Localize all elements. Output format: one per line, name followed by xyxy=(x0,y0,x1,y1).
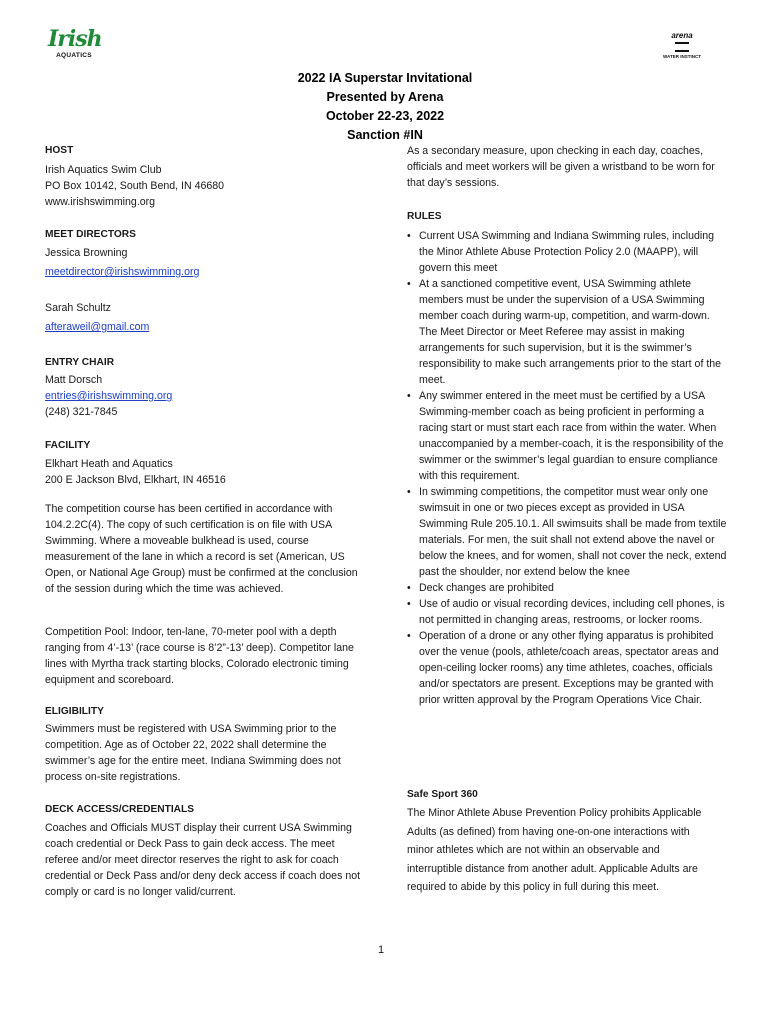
wristband-text: As a secondary measure, upon checking in each day, coaches, officials and meet workers will be given a wristband to be worn for that day’s sessions. xyxy=(407,145,715,189)
entry-chair-heading: ENTRY CHAIR xyxy=(45,357,115,368)
facility-address: 200 E Jackson Blvd, Elkhart, IN 46516 xyxy=(45,474,226,486)
facility-certification: The competition course has been certified in accordance with 104.2.2C(4). The copy of such certification is on file with USA Swimming. Where a moveable bulkhead is used, course measurement of the lane in which a record is set (American, US Open, or National Age Group) must be confirmed at the conclusion of the session during which the time was achieved. xyxy=(45,503,358,595)
facility-pool: Competition Pool: Indoor, ten-lane, 70-meter pool with a depth ranging from 4’-13’ (race course is 8’2”-13’ deep). Competitor lane lines with Myrtha track starting blocks, Colorado electronic timing equipment and scoreboard. xyxy=(45,626,354,686)
entry-chair-email[interactable]: entries@irishswimming.org xyxy=(45,390,173,402)
presented-by: Presented by Arena xyxy=(326,90,444,104)
rule-item: • Any swimmer entered in the meet must be certified by a USA Swimming-member coach as being proficient in performing a racing start or must start each race from within the water. When unaccompanied by a member-coach, it is the responsibility of the swimmer or the swimmer’s legal guardian to ensure compliance with this requirement. xyxy=(407,388,727,484)
entry-chair-name: Matt Dorsch xyxy=(45,374,103,386)
safe-sport-text: The Minor Athlete Abuse Prevention Policy prohibits Applicable Adults (as defined) from having one-on-one interactions with minor athletes which are not within an observable and interruptible distance from another adult. Applicable Adults are required to abide by this policy in full during this meet. xyxy=(407,807,702,894)
host-club: Irish Aquatics Swim Club xyxy=(45,164,162,176)
document-title: 2022 IA Superstar Invitational xyxy=(297,71,473,85)
page-number: 1 xyxy=(378,944,385,956)
deck-access-heading: DECK ACCESS/CREDENTIALS xyxy=(45,804,195,815)
meet-directors-heading: MEET DIRECTORS xyxy=(45,229,136,240)
eligibility-text: Swimmers must be registered with USA Swimming prior to the competition. Age as of October 22, 2022 shall determine the swimmer’s age for the entire meet. Indiana Swimming does not process on-site registrations. xyxy=(45,723,341,783)
arena-logo xyxy=(663,31,701,59)
entry-chair-phone: (248) 321-7845 xyxy=(45,406,118,418)
safe-sport-heading: Safe Sport 360 xyxy=(407,789,478,800)
director-name-1: Jessica Browning xyxy=(45,247,128,259)
rule-item: • Use of audio or visual recording devices, including cell phones, is not permitted in changing areas, restrooms, or locker rooms. xyxy=(407,596,727,628)
arena-mark: arena xyxy=(671,31,693,40)
arena-sub: WATER INSTINCT xyxy=(663,54,701,59)
rule-item: • Operation of a drone or any other flying apparatus is prohibited over the venue (pools, athlete/coach areas, spectator areas and open-ceiling locker rooms) any time athletes, coaches, officials and/or spectators are present. Exceptions may be granted with prior written approval by the Program Operations Vice Chair. xyxy=(407,628,727,708)
logo-script: Irish xyxy=(48,26,102,52)
deck-access-text: Coaches and Officials MUST display their current USA Swimming coach credential or Deck Pass to gain deck access. The meet referee and/or meet director reserves the right to ask for coach credential or Deck Pass and/or deny deck access if coach does not comply or card is no longer valid/current. xyxy=(45,822,361,898)
director-name-2: Sarah Schultz xyxy=(45,302,111,314)
rule-item: • Deck changes are prohibited xyxy=(407,580,727,596)
document-header xyxy=(200,69,570,145)
facility-heading: FACILITY xyxy=(45,440,91,451)
host-address: PO Box 10142, South Bend, IN 46680 xyxy=(45,180,225,192)
irish-aquatics-logo xyxy=(48,28,100,62)
arena-diamond-icon xyxy=(675,42,689,52)
facility-name: Elkhart Heath and Aquatics xyxy=(45,458,173,470)
rule-item: • At a sanctioned competitive event, USA Swimming athlete members must be under the supervision of a USA Swimming member coach during warm-up, competition, and warm-down. The Meet Director or Meet Referee may assist in making arrangements for such supervision, but it is the swimmer’s responsibility to make such arrangements prior to the start of the meet. xyxy=(407,276,727,388)
logo-sub: AQUATICS xyxy=(56,52,92,59)
director-email-1[interactable]: meetdirector@irishswimming.org xyxy=(45,266,200,278)
meet-dates: October 22-23, 2022 xyxy=(325,109,445,123)
rules-list xyxy=(407,228,727,708)
rule-item: • In swimming competitions, the competitor must wear only one swimsuit in one or two pieces except as provided in USA Swimming Rule 205.10.1. All swimsuits shall be made from textile materials. For men, the suit shall not extend above the navel or below the knees, and for women, shall not cover the neck, extend past the shoulder, nor extend below the knee xyxy=(407,484,727,580)
eligibility-heading: ELIGIBILITY xyxy=(45,706,104,717)
rules-heading: RULES xyxy=(407,211,442,222)
host-heading: HOST xyxy=(45,145,74,156)
director-email-2[interactable]: afteraweil@gmail.com xyxy=(45,321,150,333)
rule-item: • Current USA Swimming and Indiana Swimming rules, including the Minor Athlete Abuse Protection Policy 2.0 (MAAPP), will govern this meet xyxy=(407,228,727,276)
sanction-number: Sanction #IN xyxy=(347,128,423,142)
host-website: www.irishswimming.org xyxy=(45,196,156,208)
